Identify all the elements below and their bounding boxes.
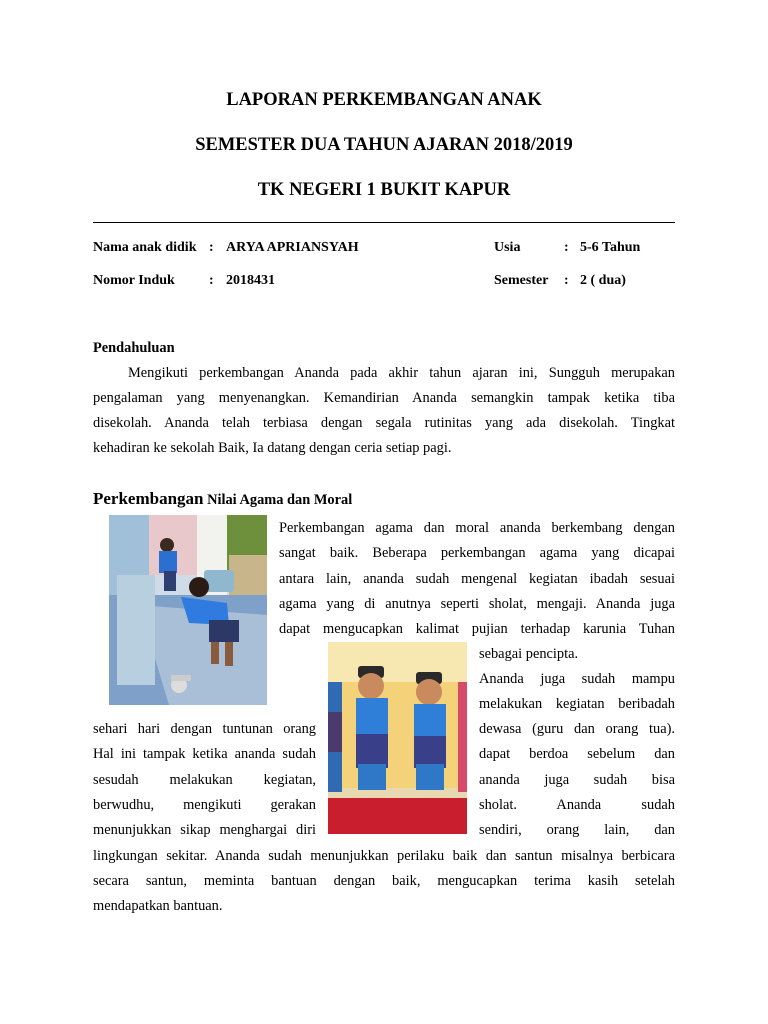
name-label: Nama anak didik <box>93 240 197 255</box>
id-separator: : <box>209 273 214 288</box>
age-value: 5-6 Tahun <box>580 240 641 255</box>
title-line-1: LAPORAN PERKEMBANGAN ANAK <box>226 90 542 110</box>
nam-full-line: secara santun, meminta bantuan dengan baik, mengucapkan terima kasih setelah <box>93 873 675 889</box>
semester-separator: : <box>564 273 569 288</box>
title-line-2: SEMESTER DUA TAHUN AJARAN 2018/2019 <box>195 135 573 155</box>
nam-left-line: sesudah melakukan kegiatan, <box>93 772 316 788</box>
name-separator: : <box>209 240 214 255</box>
id-label: Nomor Induk <box>93 273 175 288</box>
nam-narrow-line: dapat berdoa sebelum dan <box>479 746 675 762</box>
nam-narrow-line: sendiri, orang lain, dan <box>479 822 675 838</box>
nam-narrow-line: sebagai pencipta. <box>479 646 579 662</box>
intro-line: disekolah. Ananda telah terbiasa dengan segala rutinitas yang ada disekolah. Tingkat <box>93 415 675 431</box>
nam-right-line: Perkembangan agama dan moral ananda berkembang dengan <box>279 520 675 536</box>
wudhu-photo <box>109 515 267 705</box>
age-separator: : <box>564 240 569 255</box>
intro-heading: Pendahuluan <box>93 340 175 356</box>
intro-line: pengalaman yang menyenangkan. Kemandirian Ananda semangkin tampak ketika tiba <box>93 390 675 406</box>
nam-narrow-line: melakukan kegiatan beribadah <box>479 696 675 712</box>
title-line-3: TK NEGERI 1 BUKIT KAPUR <box>257 180 511 200</box>
name-value: ARYA APRIANSYAH <box>226 240 359 255</box>
nam-right-line: agama yang di anutnya seperti sholat, mengaji. Ananda juga <box>279 596 675 612</box>
semester-value: 2 ( dua) <box>580 273 626 288</box>
nam-narrow-line: ananda juga sudah bisa <box>479 772 675 788</box>
nam-left-line: sehari hari dengan tuntunan orang <box>93 721 316 737</box>
title-divider <box>93 222 675 223</box>
section-heading <box>93 488 352 511</box>
nam-narrow-line: dewasa (guru dan orang tua). <box>479 721 675 737</box>
nam-left-line: berwudhu, mengikuti gerakan <box>93 797 316 813</box>
nam-full-line: lingkungan sekitar. Ananda sudah menunjukkan perilaku baik dan santun misalnya berbicara <box>93 848 675 864</box>
nam-left-line: menunjukkan sikap menghargai diri <box>93 822 316 838</box>
intro-line: kehadiran ke sekolah Baik, Ia datang dengan ceria setiap pagi. <box>93 440 452 456</box>
age-label: Usia <box>494 240 521 255</box>
nam-left-line: Hal ini tampak ketika ananda sudah <box>93 746 316 762</box>
nam-full-line: mendapatkan bantuan. <box>93 898 223 914</box>
nam-narrow-line: Ananda juga sudah mampu <box>479 671 675 687</box>
praying-photo <box>328 642 467 834</box>
nam-right-line: antara lain, ananda sudah mengenal kegiatan ibadah sesuai <box>279 571 675 587</box>
nam-narrow-line: sholat. Ananda sudah <box>479 797 675 813</box>
section-heading-sub: Nilai Agama dan Moral <box>203 492 353 508</box>
nam-right-line: sangat baik. Beberapa perkembangan agama yang dicapai <box>279 545 675 561</box>
semester-label: Semester <box>494 273 549 288</box>
section-heading-main: Perkembangan <box>93 489 204 508</box>
nam-right-line: dapat mengucapkan kalimat pujian terhadap karunia Tuhan <box>279 621 675 637</box>
intro-line: Mengikuti perkembangan Ananda pada akhir tahun ajaran ini, Sungguh merupakan <box>128 365 675 381</box>
id-value: 2018431 <box>226 273 275 288</box>
